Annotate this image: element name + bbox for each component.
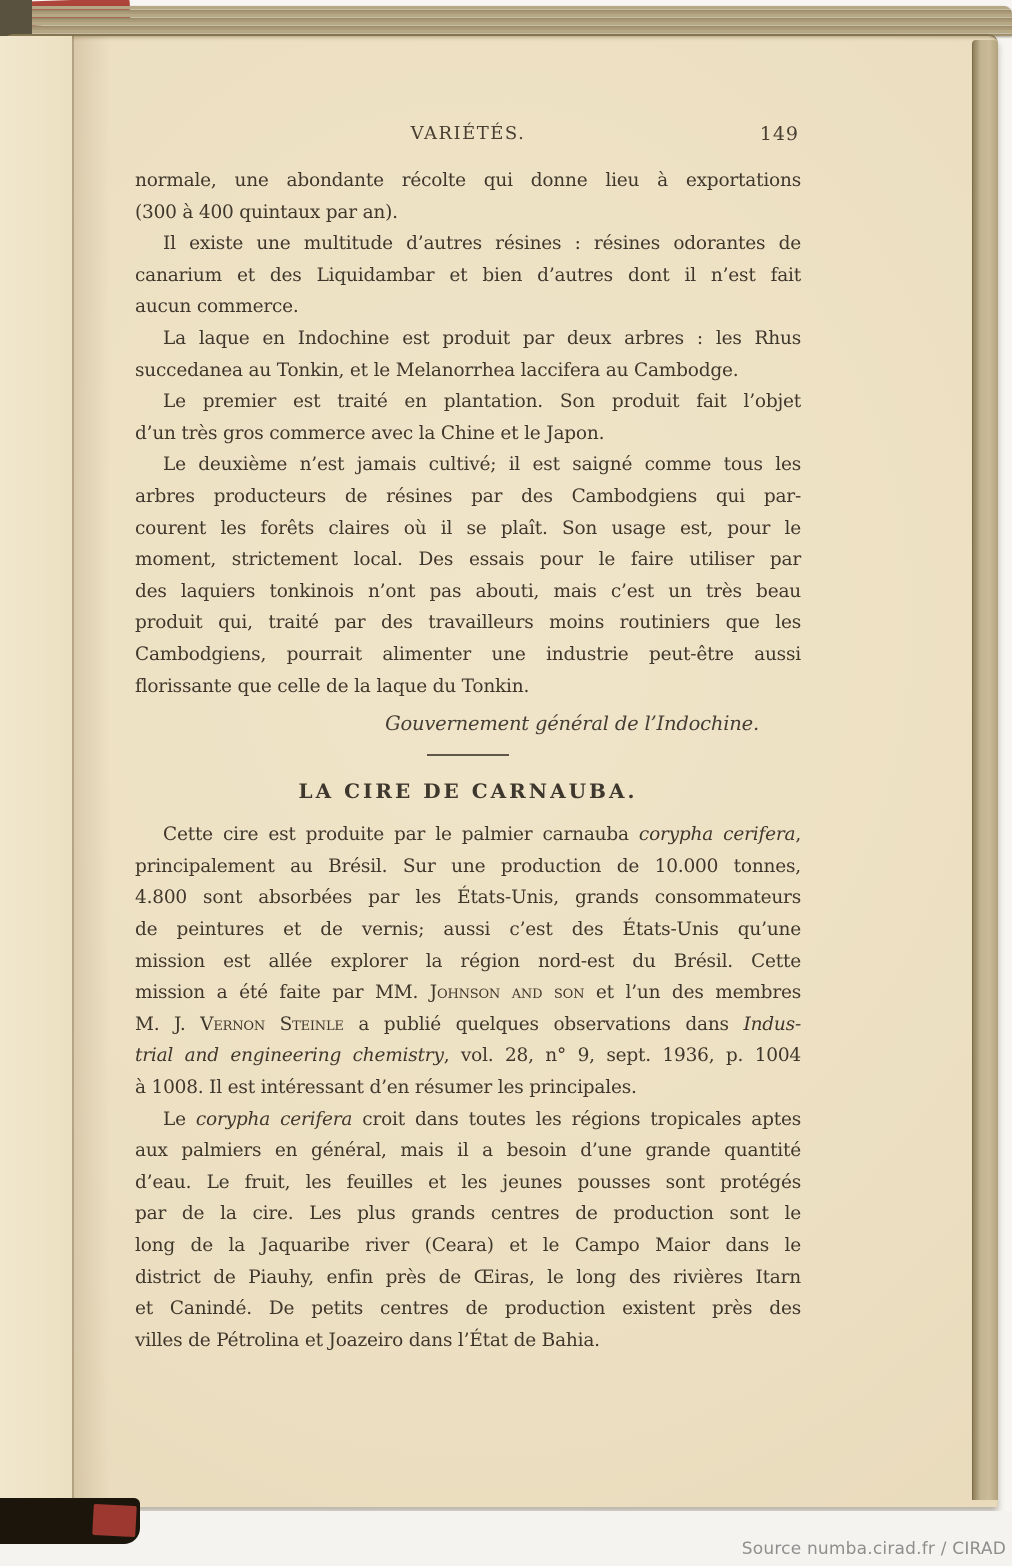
text-line: florissante que celle de la laque du Tonkin. — [135, 675, 530, 697]
text-line: arbres producteurs de résines par des Cambodgiens qui par- — [135, 485, 801, 507]
text-line: 4.800 sont absorbées par les États-Unis, grands consommateurs — [135, 887, 801, 909]
text-line: courent les forêts claires où il se plaît. Son usage est, pour le — [135, 517, 801, 539]
text-line: d’un très gros commerce avec la Chine et le Japon. — [135, 422, 605, 444]
text-line: Il existe une multitude d’autres résines : résines odorantes de — [163, 233, 801, 255]
text-line: Cette cire est produite par le palmier carnauba corypha cerifera, — [163, 824, 802, 846]
text-line: aucun commerce. — [135, 296, 299, 318]
section-divider — [427, 754, 509, 756]
paragraph — [135, 228, 801, 323]
text-line: M. J. Vernon Steinle a publié quelques observations dans Indus- — [135, 1013, 801, 1035]
text-line: par de la cire. Les plus grands centres de production sont le — [135, 1203, 801, 1225]
text-line: villes de Pétrolina et Joazeiro dans l’État de Bahia. — [135, 1329, 600, 1351]
running-head-title: VARIÉTÉS. — [410, 123, 526, 144]
book-fore-edge — [972, 40, 998, 1500]
page-number: 149 — [759, 123, 799, 145]
paragraph — [135, 1104, 801, 1357]
signature: Gouvernement général de l’Indochine. — [385, 712, 759, 736]
text-line: normale, une abondante récolte qui donne lieu à exportations — [135, 170, 801, 191]
text-line: Le premier est traité en plantation. Son produit fait l’objet — [163, 391, 801, 413]
paragraph — [135, 449, 801, 702]
paragraph — [135, 165, 801, 228]
text-line: La laque en Indochine est produit par deux arbres : les Rhus — [163, 327, 801, 349]
text-line: canarium et des Liquidambar et bien d’autres dont il n’est fait — [135, 264, 801, 286]
book-top-page-edges — [0, 6, 1012, 36]
text-line: Cambodgiens, pourrait alimenter une industrie peut-être aussi — [135, 643, 801, 665]
text-line: d’eau. Le fruit, les feuilles et les jeunes pousses sont protégés — [135, 1171, 801, 1193]
book-spine-red-bottom — [92, 1504, 137, 1537]
text-line: aux palmiers en général, mais il a besoin d’une grande quantité — [135, 1140, 801, 1162]
text-line: des laquiers tonkinois n’ont pas abouti, mais c’est un très beau — [135, 580, 801, 602]
text-line: moment, strictement local. Des essais pour le faire utiliser par — [135, 549, 801, 571]
text-line: succedanea au Tonkin, et le Melanorrhea laccifera au Cambodge. — [135, 359, 739, 381]
gutter-previous-page-edge — [0, 36, 72, 1507]
running-head — [135, 123, 801, 144]
paragraph — [135, 323, 801, 386]
paragraph — [135, 819, 801, 1103]
text-line: principalement au Brésil. Sur une production de 10.000 tonnes, — [135, 855, 801, 877]
text-line: mission a été faite par MM. Johnson and son et l’un des membres — [135, 982, 801, 1004]
text-line: Le deuxième n’est jamais cultivé; il est saigné comme tous les — [163, 454, 801, 476]
footer-bar — [0, 1511, 1012, 1566]
text-line: et Canindé. De petits centres de production existent près des — [135, 1298, 801, 1320]
source-attribution: Source numba.cirad.fr / CIRAD — [741, 1539, 1006, 1559]
page-text — [135, 165, 801, 1356]
text-line: mission est allée explorer la région nord-est du Brésil. Cette — [135, 950, 801, 972]
text-line: (300 à 400 quintaux par an). — [135, 201, 398, 223]
text-line: produit qui, traité par des travailleurs moins routiniers que les — [135, 612, 801, 634]
gutter-shadow — [74, 36, 110, 1507]
text-line: long de la Jaquaribe river (Ceara) et le Campo Maior dans le — [135, 1235, 801, 1256]
text-line: de peintures et de vernis; aussi c’est des États-Unis qu’une — [135, 919, 801, 941]
text-line: à 1008. Il est intéressant d’en résumer les principales. — [135, 1077, 637, 1099]
paragraph — [135, 386, 801, 449]
text-line: trial and engineering chemistry, vol. 28, n° 9, sept. 1936, p. 1004 — [135, 1045, 801, 1067]
section-heading: LA CIRE DE CARNAUBA. — [298, 778, 638, 803]
text-line: district de Piauhy, enfin près de Œiras, le long des rivières Itarn — [135, 1266, 801, 1288]
text-line: Le corypha cerifera croit dans toutes les régions tropicales aptes — [163, 1108, 802, 1130]
